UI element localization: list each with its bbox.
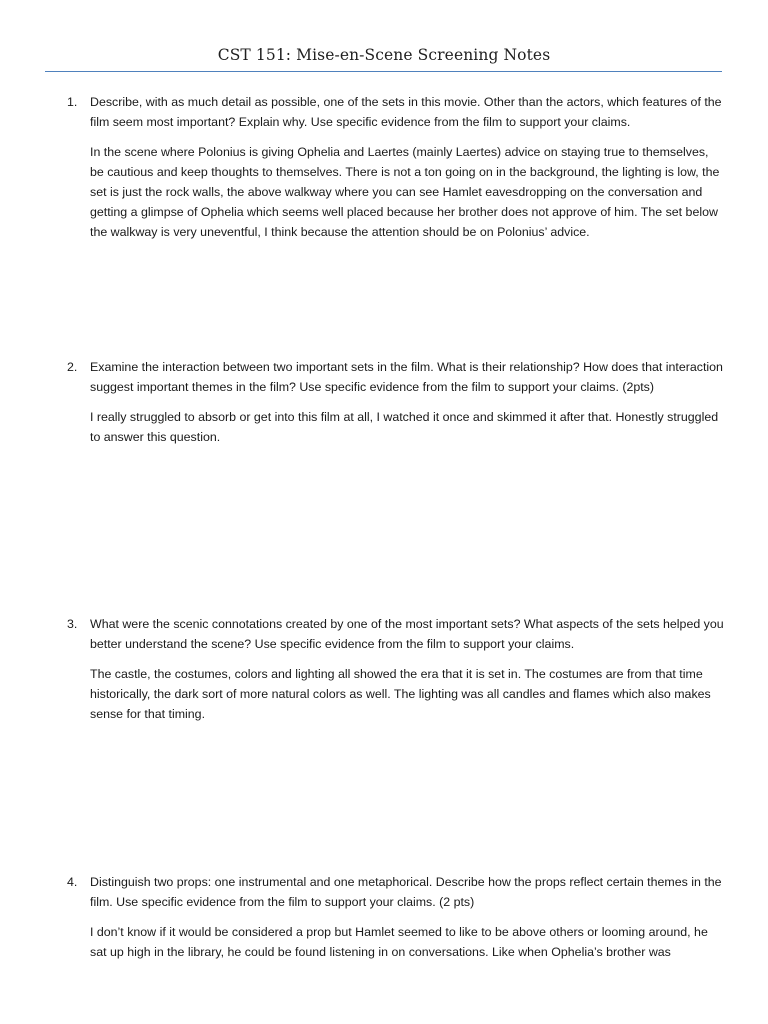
question-prompt: What were the scenic connotations created by one of the most important sets? What aspects of the sets helped you better understand the scene? Use specific evidence from the film to support your claims. [90, 617, 724, 651]
question-prompt: Distinguish two props: one instrumental and one metaphorical. Describe how the props reflect certain themes in the film. Use specific evidence from the film to support your claims. (2 pts) [90, 875, 722, 909]
answer-text: I really struggled to absorb or get into this film at all, I watched it once and skimmed it after that. Honestly struggled to answer this question. [90, 410, 719, 444]
answer-text: In the scene where Polonius is giving Ophelia and Laertes (mainly Laertes) advice on staying true to themselves, be cautious and keep thoughts to themselves. There is not a ton going on in the background, the lighting is low, the set is just the rock walls, the above walkway where you can see Hamlet eavesdropping on the conversation and getting a glimpse of Ophelia which seems well placed because her brother does not approve of him. The set below the walkway is very uneventful, I think because the attention should be on Polonius’ advice. [90, 145, 720, 239]
title-divider [45, 71, 722, 72]
question-number: 3. [67, 617, 78, 631]
question-item [0, 614, 768, 724]
answer-text: I don’t know if it would be considered a prop but Hamlet seemed to like to be above others or looming around, he sat up high in the library, he could be found listening in on conversations. Like when Ophelia’s brother was [90, 925, 708, 959]
question-number: 2. [67, 360, 78, 374]
question-number: 4. [67, 875, 78, 889]
question-item [0, 872, 768, 962]
page-title: CST 151: Mise-en-Scene Screening Notes [217, 46, 551, 64]
question-number: 1. [67, 95, 78, 109]
answer-text: The castle, the costumes, colors and lighting all showed the era that it is set in. The costumes are from that time historically, the dark sort of more natural colors as well. The lighting was all candles and flames which also makes sense for that timing. [90, 667, 711, 721]
question-item [0, 357, 768, 447]
question-item [0, 92, 768, 242]
question-prompt: Describe, with as much detail as possible, one of the sets in this movie. Other than the actors, which features of the film seem most important? Explain why. Use specific evidence from the film to support your claims. [90, 95, 722, 129]
question-prompt: Examine the interaction between two important sets in the film. What is their relationship? How does that interaction suggest important themes in the film? Use specific evidence from the film to support your claims. (2pts) [90, 360, 723, 394]
